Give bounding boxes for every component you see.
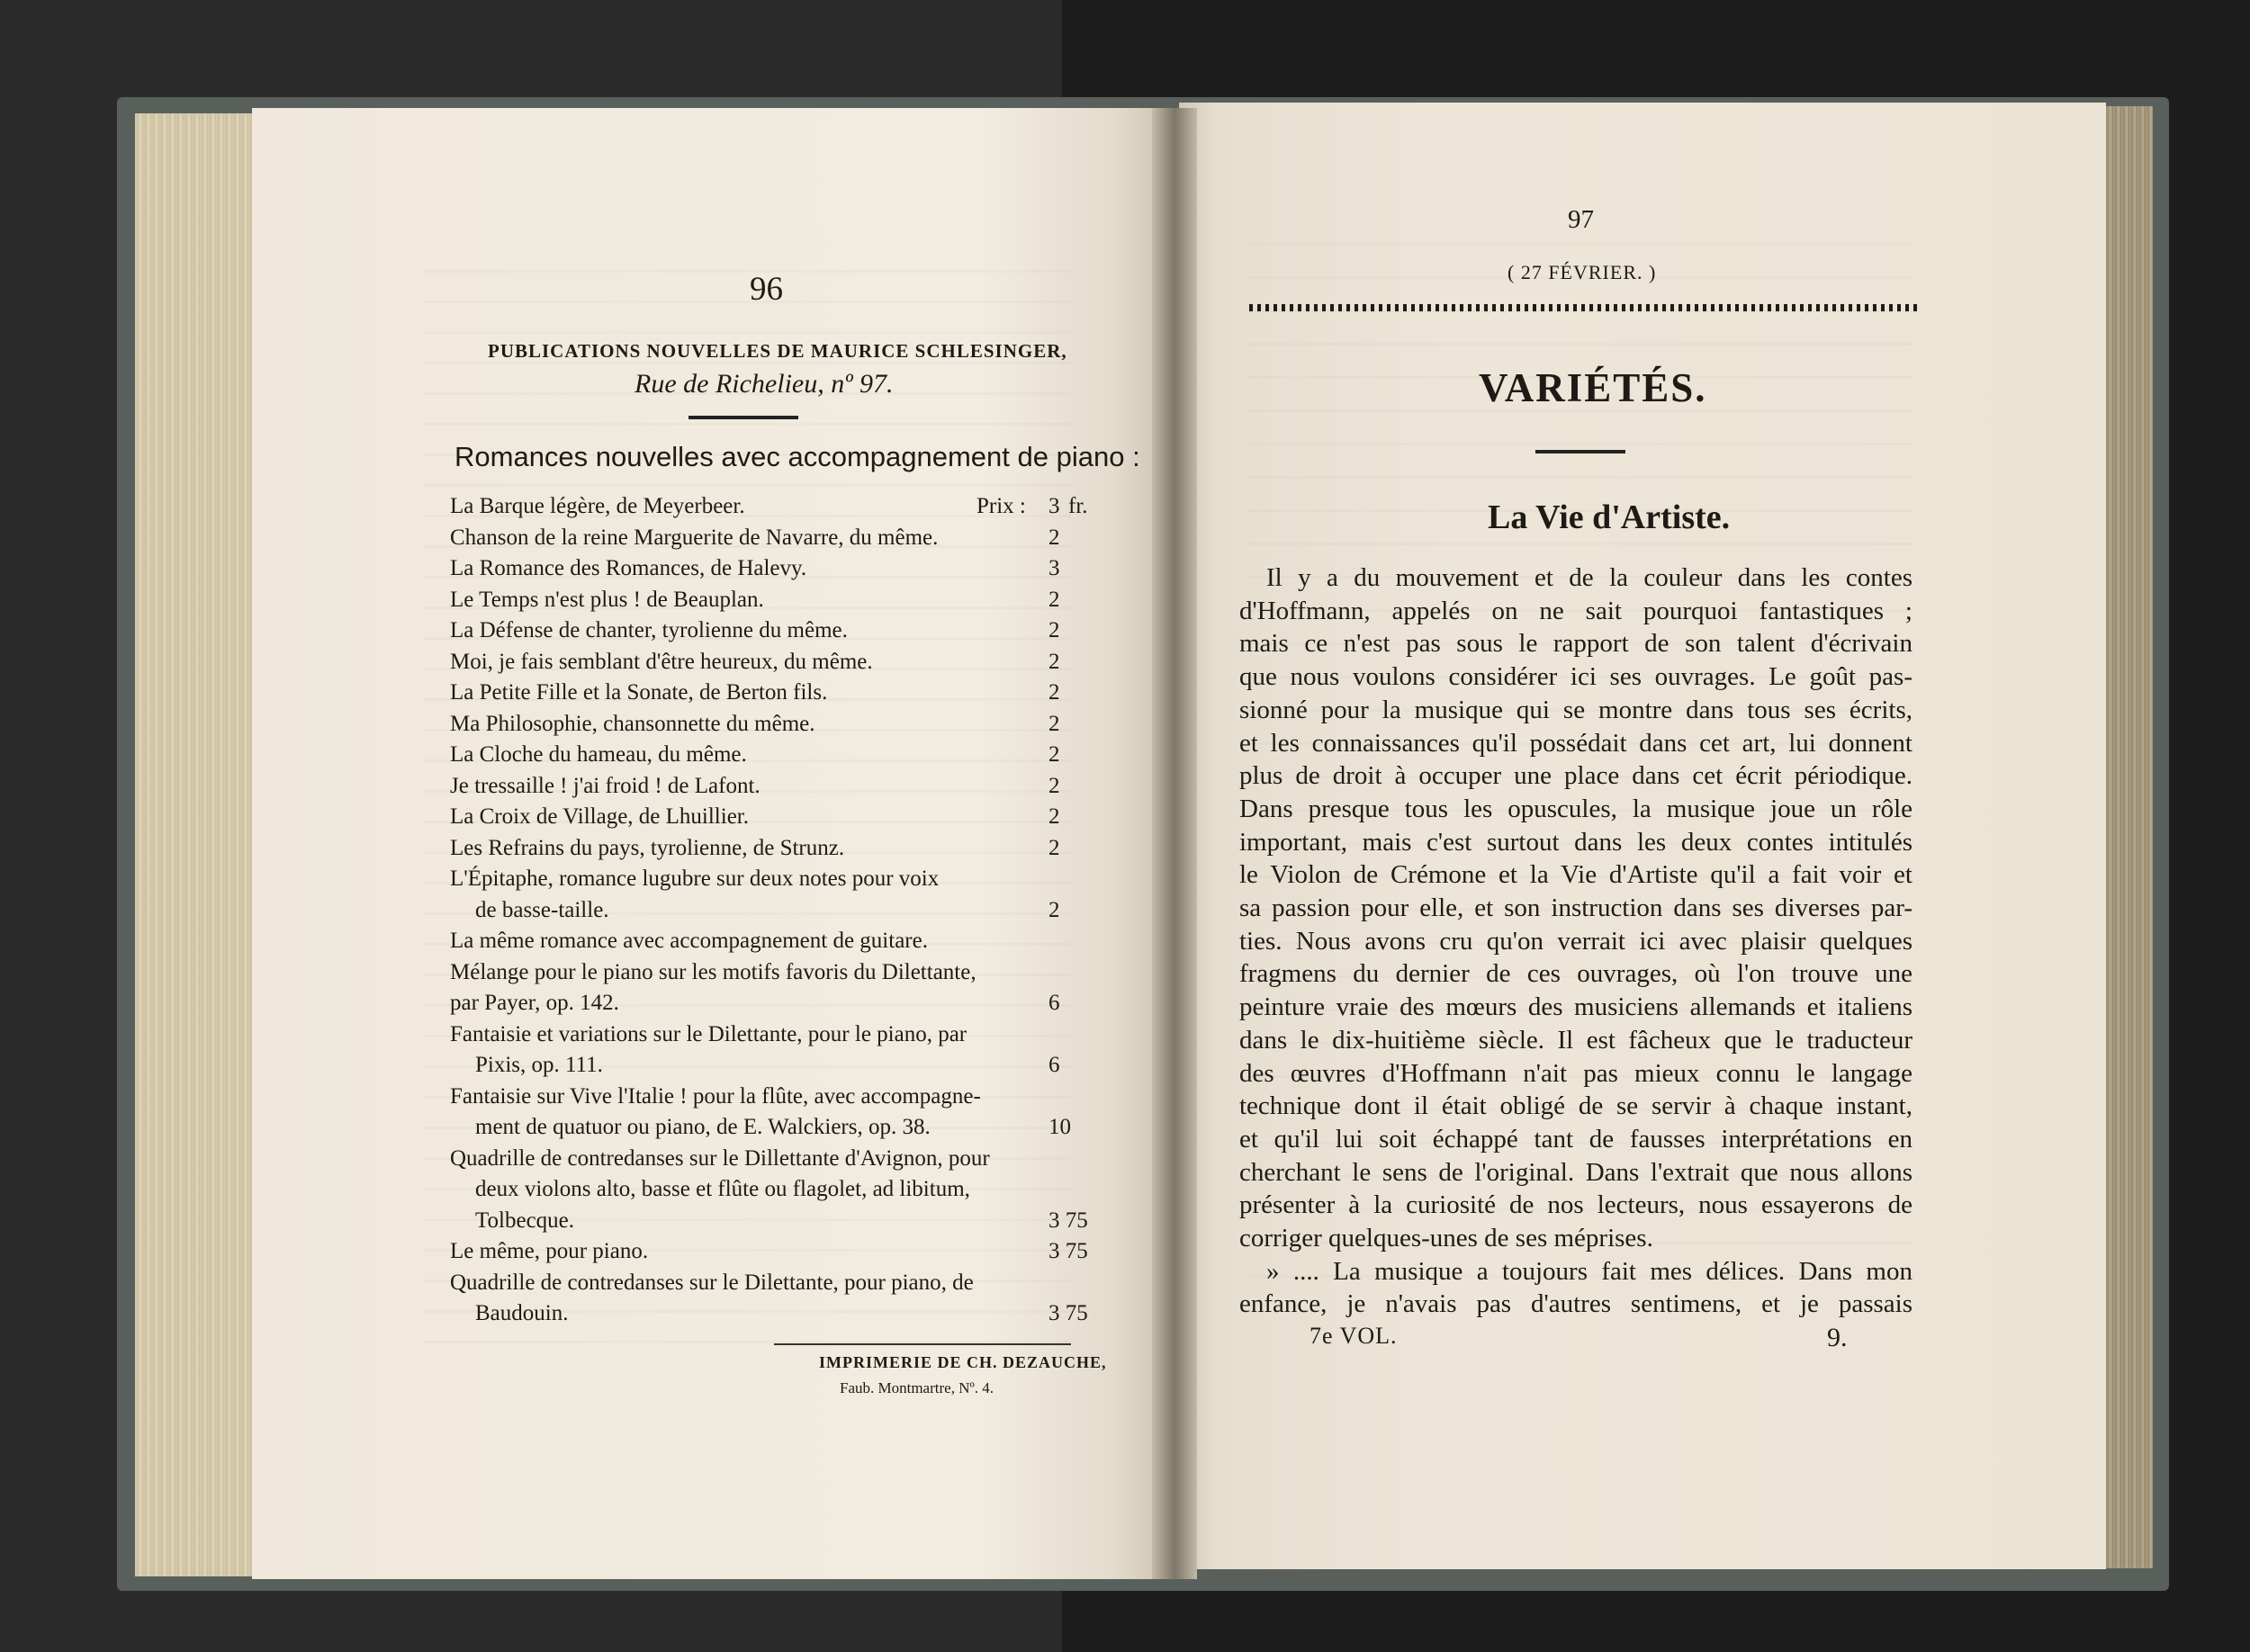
imprint-printer: IMPRIMERIE DE CH. DEZAUCHE, [819,1353,1107,1371]
list-item-continuation: deux violons alto, basse et flûte ou flagolet, ad libitum, [475,1177,970,1201]
list-item: Ma Philosophie, chansonnette du même. 2 [450,709,1098,741]
body-line: le Violon de Crémone et la Vie d'Artiste qu'il a fait voir et [1239,860,1912,890]
body-line: enfance, je n'avais pas d'autres sentimens, et je passais [1239,1289,1912,1319]
body-line: mais ce n'est pas sous le rapport de son talent d'écrivain [1239,629,1912,659]
list-item: Le même, pour piano. 3 75 [450,1236,1098,1268]
list-item: L'Épitaphe, romance lugubre sur deux notes pour voix [450,866,940,891]
price: 2 [1048,835,1060,860]
price: 2 [1048,773,1060,798]
list-item-continuation: de basse-taille. 2 [450,895,1098,927]
imprint-rule [774,1343,1071,1345]
list-item: La Cloche du hameau, du même. 2 [450,740,1098,771]
body-line: d'Hoffmann, appelés on ne sait pourquoi fantastiques ; [1239,596,1912,625]
price: 2 [1048,587,1060,612]
body-line: cherchant le sens de l'original. Dans l'extrait que nous allons [1239,1157,1912,1187]
price: 10 [1048,1115,1071,1139]
article-body [1239,561,1912,1321]
publisher-address: Rue de Richelieu, nº 97. [634,369,894,399]
page-number-right: 97 [1568,205,1594,234]
body-line: présenter à la curiosité de nos lecteurs, nous essayerons de [1239,1190,1912,1220]
body-line: technique dont il était obligé de se servir à chaque instant, [1239,1091,1912,1121]
heading-rule [688,416,798,419]
list-item-continuation: par Payer, op. 142. 6 [450,988,1098,1019]
body-line: des œuvres d'Hoffmann n'ait pas mieux connu le langage [1239,1058,1912,1088]
list-item: Chanson de la reine Marguerite de Navarre, du même. 2 [450,523,1098,554]
price: 2 [1048,680,1060,705]
article-title: La Vie d'Artiste. [1488,498,1731,536]
price: 3 75 [1048,1239,1088,1263]
body-line: ties. Nous avons cru qu'on verrait ici avec plaisir quelques [1239,926,1912,956]
catalog-list [450,491,1098,1330]
list-item: Le Temps n'est plus ! de Beauplan. 2 [450,585,1098,616]
list-item: La Croix de Village, de Lhuillier. 2 [450,802,1098,833]
price: 3 75 [1048,1301,1088,1325]
price: 2 [1048,649,1060,674]
list-item: La Petite Fille et la Sonate, de Berton fils. 2 [450,678,1098,709]
list-item: Les Refrains du pays, tyrolienne, de Strunz. 2 [450,833,1098,865]
list-item: La Défense de chanter, tyrolienne du même. 2 [450,615,1098,647]
issue-date: ( 27 FÉVRIER. ) [1508,261,1657,283]
price: 2 [1048,742,1060,767]
price: 2 [1048,897,1060,922]
body-line: plus de droit à occuper une place dans cet écrit périodique. [1239,761,1912,791]
price: 6 [1048,991,1060,1015]
body-line: sionné pour la musique qui se montre dans tous ses écrits, [1239,695,1912,724]
list-item-continuation: Baudouin. 3 75 [450,1298,1098,1330]
body-line: Il y a du mouvement et de la couleur dans les contes [1266,563,1912,592]
body-line: Dans presque tous les opuscules, la musique joue un rôle [1239,794,1912,823]
price: 6 [1048,1053,1060,1077]
page-number-left: 96 [750,271,783,308]
body-line: corriger quelques-unes de ses méprises. [1239,1224,1653,1253]
volume-signature: 7e VOL. [1310,1323,1398,1349]
body-line: peinture vraie des mœurs des musiciens allemands et italiens [1239,992,1912,1022]
gathering-signature: 9. [1827,1323,1848,1352]
price: 2 [1048,618,1060,642]
book-gutter [1152,108,1197,1579]
body-line: fragmens du dernier de ces ouvrages, où l'on trouve une [1239,959,1912,989]
body-line: » .... La musique a toujours fait mes délices. Dans mon [1266,1256,1912,1286]
price: 2 [1048,525,1060,550]
body-line: que nous voulons considérer ici ses ouvrages. Le goût pas- [1239,662,1912,692]
body-line: important, mais c'est surtout dans les deux contes intitulés [1239,827,1912,857]
list-item-continuation: Tolbecque. 3 75 [450,1206,1098,1237]
list-item-continuation: Pixis, op. 111. 6 [450,1050,1098,1082]
list-item: Moi, je fais semblant d'être heureux, du même. 2 [450,647,1098,678]
catalog-heading: Romances nouvelles avec accompagnement de piano : [454,441,1140,472]
imprint-address: Faub. Montmartre, Nº. 4. [840,1379,994,1396]
list-item: La même romance avec accompagnement de guitare. [450,929,928,953]
list-item: Quadrille de contredanses sur le Dilettante, pour piano, de [450,1270,974,1295]
price: 3 [1048,494,1060,518]
ornament-rule [1535,450,1625,453]
section-title: VARIÉTÉS. [1479,365,1707,410]
list-item-continuation: ment de quatuor ou piano, de E. Walckiers, op. 38. 10 [450,1112,1098,1144]
list-item: La Romance des Romances, de Halevy. 3 [450,553,1098,585]
list-item: La Barque légère, de Meyerbeer. Prix : 3 fr. [450,491,1098,523]
body-line: et qu'il lui soit échappé tant de fausses interprétations en [1239,1124,1912,1154]
price: 2 [1048,804,1060,829]
body-line: sa passion pour elle, et son instruction dans ses diverses par- [1239,893,1912,923]
list-item: Fantaisie et variations sur le Dilettante, pour le piano, par [450,1021,968,1046]
price: 3 75 [1048,1208,1088,1233]
publisher-line: PUBLICATIONS NOUVELLES DE MAURICE SCHLESINGER, [488,340,1067,362]
prix-label: Prix : [976,494,1026,518]
list-item: Mélange pour le piano sur les motifs favoris du Dilettante, [450,959,976,984]
body-line: dans le dix-huitième siècle. Il est fâcheux que le traducteur [1239,1025,1912,1055]
price-unit: fr. [1068,494,1088,518]
list-item: Fantaisie sur Vive l'Italie ! pour la flûte, avec accompagne- [450,1083,981,1109]
list-item: Je tressaille ! j'ai froid ! de Lafont. 2 [450,771,1098,803]
body-line: et les connaissances qu'il possédait dans cet art, lui donnent [1239,728,1912,758]
price: 3 [1048,556,1060,580]
list-item: Quadrille de contredanses sur le Dillettante d'Avignon, pour [450,1145,990,1171]
price: 2 [1048,711,1060,736]
dotted-rule [1249,304,1917,311]
